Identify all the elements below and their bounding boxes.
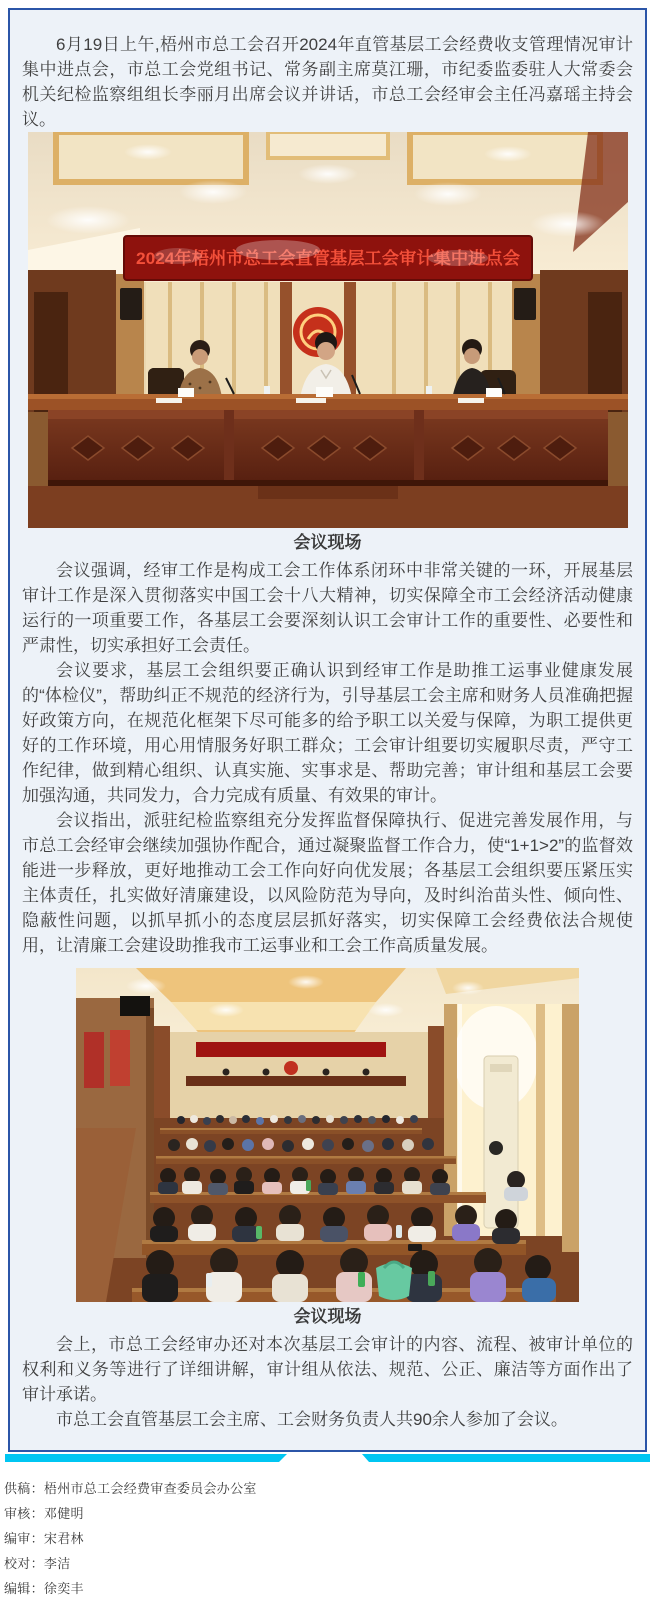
meeting-photo-1[interactable] bbox=[28, 132, 628, 528]
photo-2-caption: 会议现场 bbox=[293, 1307, 362, 1326]
poster-red-1 bbox=[84, 1032, 104, 1088]
banner bbox=[124, 236, 532, 280]
name-card-right bbox=[486, 388, 502, 397]
meeting-photo-2[interactable] bbox=[76, 968, 579, 1302]
article-card bbox=[8, 8, 647, 1452]
paragraph-attendance: 市总工会直管基层工会主席、工会财务负责人共90余人参加了会议。 bbox=[56, 1410, 568, 1429]
credit-contributor: 供稿：梧州市总工会经费审查委员会办公室 bbox=[4, 1481, 257, 1496]
divider-bar-right bbox=[362, 1454, 650, 1462]
page bbox=[0, 8, 655, 1596]
green-bag bbox=[376, 1263, 412, 1300]
divider-bar-left bbox=[5, 1454, 287, 1462]
front-wall bbox=[154, 1026, 444, 1118]
paragraph-pointed-out: 会议指出，派驻纪检监察组充分发挥监督保障执行、促进完善发展作用，与市总工会经审会继续加强协作配合，通过凝聚监督工作合力，使“1+1>2”的监督效能进一步释放，更好地推动工会工作向好向优发展；各基层工会组织要压紧压实主体责任，扎实做好清廉建设，以风险防范为导向，及时纠治苗头性、倾向性、隐蔽性问题，以抓早抓小的态度层层抓好落实，切实保障工会经费依法合规使用，让清廉工会建设助推我市工运事业和工会工作高质量发展。 bbox=[22, 811, 633, 955]
table-front bbox=[48, 410, 608, 486]
left-wall bbox=[76, 996, 154, 1302]
name-card-center bbox=[316, 387, 333, 397]
speaker-right bbox=[514, 288, 536, 320]
credit-reviewer: 审核：邓健明 bbox=[4, 1506, 84, 1521]
footer-credits bbox=[4, 1476, 655, 1601]
divider bbox=[0, 1454, 655, 1463]
credit-editor: 编辑：徐奕丰 bbox=[4, 1581, 84, 1596]
wall-speaker bbox=[120, 996, 150, 1016]
banner-text: 2024年梧州市总工会直管基层工会审计集中进点会 bbox=[135, 249, 514, 268]
curtain-right bbox=[562, 1004, 579, 1252]
paragraph-requirements: 会议要求，基层工会组织要正确认识到经审工作是助推工运事业健康发展的“体检仪”，帮助纠正不规范的经济行为，引导基层工会主席和财务人员准确把握好政策方向，在规范化框架下尽可能多的给予职工以关爱与保障，为职工提供更好的工作环境，用心用情服务好职工群众；工会审计组要切实履职尽责，严守工作纪律，做到精心组织、认真实施、实事求是、帮助完善；审计组和基层工会要加强沟通，共同发力，合力完成有质量、有效果的审计。 bbox=[22, 661, 633, 805]
credit-editor-reviewer: 编审：宋君林 bbox=[4, 1531, 84, 1546]
front-emblem bbox=[284, 1061, 298, 1075]
paragraph-emphasis: 会议强调，经审工作是构成工会工作体系闭环中非常关键的一环，开展基层审计工作是深入贯彻落实中国工会十八大精神，切实保障全市工会经济活动健康运行的一项重要工作，各基层工会要深刻认识工会审计工作的重要性、必要性和严肃性，切实承担好工会责任。 bbox=[22, 561, 633, 655]
name-card-left bbox=[178, 388, 194, 397]
paragraph-intro: 6月19日上午,梧州市总工会召开2024年直管基层工会经费收支管理情况审计集中进点会，市总工会党组书记、常务副主席莫江珊，市纪委监委驻人大常委会机关纪检监察组组长李丽月出席会议并讲话，市总工会经审会主任冯嘉瑶主持会议。 bbox=[22, 35, 633, 129]
meeting-photo-1-illustration bbox=[28, 132, 628, 528]
photo-1-caption: 会议现场 bbox=[293, 533, 362, 552]
paragraph-explanation: 会上，市总工会经审办还对本次基层工会审计的内容、流程、被审计单位的权利和义务等进行了详细讲解，审计组从依法、规范、公正、廉洁等方面作出了审计承诺。 bbox=[22, 1335, 633, 1404]
phone bbox=[408, 1244, 422, 1251]
air-conditioner bbox=[484, 1056, 518, 1228]
meeting-photo-2-illustration bbox=[76, 968, 579, 1302]
credit-proofreader: 校对：李洁 bbox=[4, 1556, 71, 1571]
poster-red-2 bbox=[110, 1030, 130, 1086]
speaker-left bbox=[120, 288, 142, 320]
front-banner bbox=[196, 1042, 386, 1057]
